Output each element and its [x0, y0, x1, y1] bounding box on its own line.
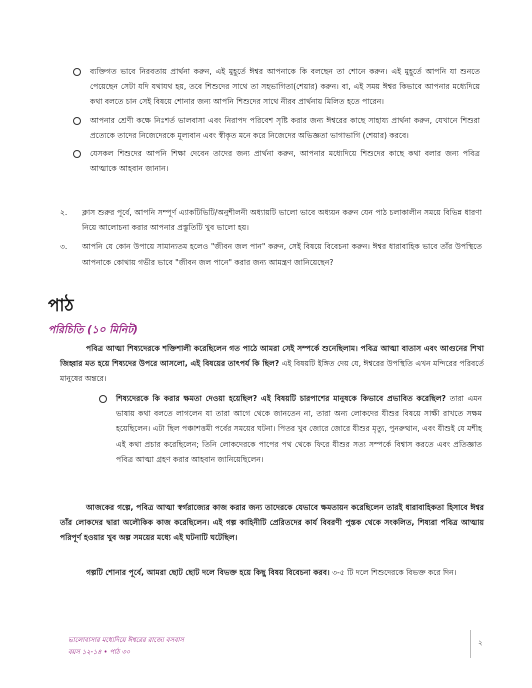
footer-divider	[470, 630, 471, 658]
intro-heading: পরিচিতি (১০ মিনিট)	[48, 324, 138, 336]
numbered-list	[60, 205, 482, 270]
footer-lesson-info: বয়স ১২-১৪ • পাঠ ৩০	[68, 648, 131, 656]
list-item: শিষ্যদেরকে কি করার ক্ষমতা দেওয়া হয়েছিল? এই বিষয়টি চারপাশের মানুষকে কিভাবে প্রভাবিত করেছিল? তারা এমন ভাষায় কথা বলতে লাগলেন যা তারা আগে থেকে জানতেন না, তারা অন্য লোকদের যীশুর বিষয়ে সাক্ষী রাখতে সক্ষম হয়েছিলেন। এটা ছিল পঞ্চাশত্তমী পর্বের সময়ের ঘটনা। পিতর খুব জোরে জোরে যীশুর মৃত্যু, পুনরুত্থান, এবং যীশুই যে মশীহ এই কথা প্রচার করেছিলেন; তিনি লোকদেরকে পাপের পথ থেকে ফিরে যীশুর সত্য সম্পর্কে বিশ্বাস করতে এবং প্রতিজ্ঞাত পবিত্র আত্মা গ্রহণ করার আহবান জানিয়েছিলেন।	[116, 391, 482, 467]
intro-paragraph: পবিত্র আত্মা শিষ্যদেরকে শক্তিশালী করেছিলেন গত পাঠে আমরা সেই সম্পর্কে শুনেছিলাম। পবিত্র আত্মা বাতাস এবং আগুনের শিখা জিহ্বার মত হয়ে শিষ্যদের উপরে আসলো, এই বিষয়ের তাৎপর্য কি ছিল? এই বিষয়টি ইঙ্গিত দেয় যে, ঈশ্বরের উপস্থিতি এখন মন্দিরের পরিবর্তে মানুষের অন্তরে।	[60, 344, 484, 384]
footer-series-title: ভালোবাসার মধ্যেদিয়ে ঈশ্বরের রাজ্যে বসবাস	[68, 636, 184, 644]
item-text: আপনি যে কোন উপায়ে সামান্যতম হলেও "জীবন জল পান" করুন, সেই বিষয়ে বিবেচনা করুন। ঈশ্বর ধারাবাহিক ভাবে তাঁর উপস্থিতে আপনাকে কোথায় গভীর ভাবে "জীবন জল পানে" করার জন্য আমন্ত্রণ জানিয়েছেন?	[82, 242, 482, 267]
item-number: ২.	[60, 208, 68, 217]
group-paragraph: গল্পটি শোনার পূর্বে, আমরা ছোট ছোট দলে বিভক্ত হয়ে কিছু বিষয় বিবেচনা করব। ৩-৫ টি দলে শিশুদেরকে বিভক্ত করে দিন।	[86, 568, 457, 577]
section-title: পাঠ	[48, 296, 74, 316]
numbered-item	[60, 205, 482, 235]
circle-bullet-icon	[73, 68, 81, 76]
numbered-item	[60, 239, 482, 269]
page-number: ২	[478, 639, 483, 647]
list-item: আপনার শ্রেণী কক্ষে নিঃশর্ত ভালবাসা এবং নিরাপদ পরিবেশ সৃষ্টি করার জন্য ঈশ্বরের কাছে সাহায্য প্রার্থনা করুন, যেখানে শিশুরা প্রত্যেকে তাদের নিজেদেরকে মূল্যবান এবং স্বীকৃত মনে করে নিজেদের অভিজ্ঞতা ভাগাভাগি (শেয়ার) করবে।	[90, 113, 480, 143]
story-paragraph: আজকের গল্পে, পবিত্র আত্মা স্বর্গরাজ্যের কাজ করার জন্য তাদেরকে যেভাবে ক্ষমতায়ন করেছিলেন তারই ধারাবাহিকতা হিসাবে ঈশ্বর তাঁর লোকদের দ্বারা অলৌকিক কাজ করেছিলেন। এই গল্প কাহিনীটি প্রেরিতদের কার্য বিবরণী পুস্তক থেকে সংকলিত, শিষ্যরা পবিত্র আত্মায় পরিপূর্ণ হওয়ার খুব অল্প সময়ের মধ্যে এই ঘটনাটি ঘটেছিল।	[60, 503, 484, 543]
question-bullet-list	[116, 391, 482, 467]
prayer-bullet-list	[90, 64, 480, 176]
circle-bullet-icon	[99, 395, 107, 403]
list-item: ব্যক্তিগত ভাবে নিরবতায় প্রার্থনা করুন, এই মুহূর্তে ঈশ্বর আপনাকে কি বলছেন তা শোনে করুন। এই মুহূর্তে আপনি যা শুনতে পেয়েছেন সেটা যদি যথাযথ হয়, তবে শিশুদের সাথে তা সহভাগিতা(শেয়ার) করুন। বা, এই সময় ঈশ্বর কিভাবে আপনার মধ্যেদিয়ে কথা বলতে চান সেই বিষয়ে শোনার জন্য আপনি শিশুদের সাথে নীরব প্রার্থনায় মিলিত হতে পারেন।	[90, 64, 480, 110]
item-number: ৩.	[60, 242, 68, 252]
circle-bullet-icon	[73, 150, 81, 158]
circle-bullet-icon	[73, 117, 81, 125]
list-item: যেসকল শিশুদের আপনি শিক্ষা দেবেন তাদের জন্য প্রার্থনা করুন, আপনার মধ্যেদিয়ে শিশুদের কাছে কথা বলার জন্য পবিত্র আত্মাকে আহবান জানান।	[90, 146, 480, 176]
item-text: ক্লাস শুরুর পূর্বে, আপনি সম্পূর্ণ এ্যাকটিভিটি/অনুশীলনী অধ্যায়টি ভালো ভাবে অধ্যয়ন করুন যেন পাঠ চলাকালীন সময়ে বিভিন্ন ধারণা নিয়ে আলোচনা করার আপনার প্রস্তুতিটি খুব ভালো হয়।	[82, 208, 482, 233]
